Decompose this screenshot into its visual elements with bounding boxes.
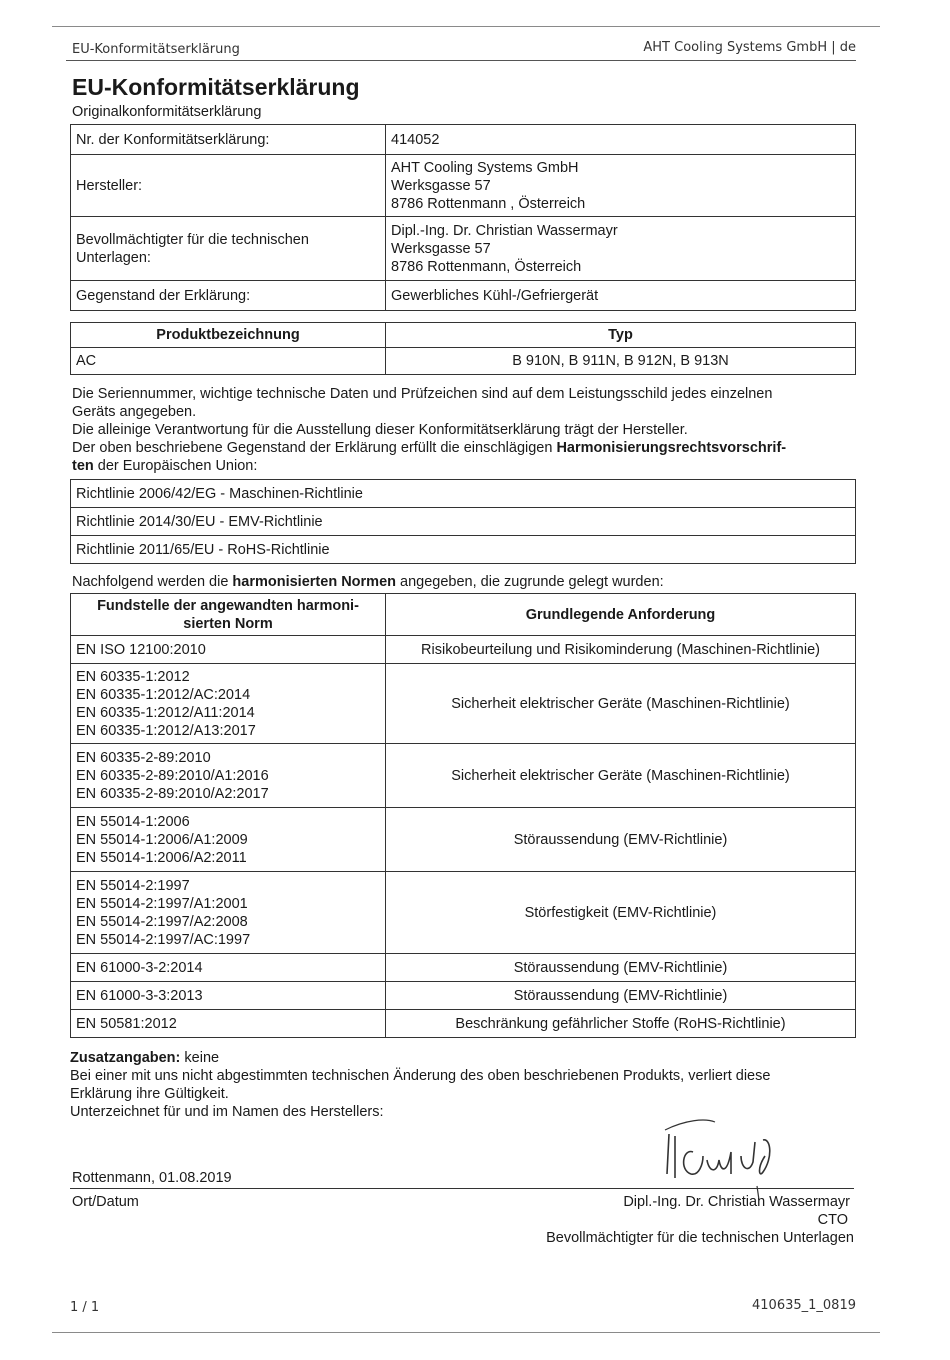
header-right: AHT Cooling Systems GmbH | de: [643, 40, 856, 55]
info-value: AHT Cooling Systems GmbH Werksgasse 57 8786 Rottenmann , Österreich: [386, 155, 856, 217]
info-row-manufacturer: [71, 155, 856, 217]
signatory-name: Dipl.-Ing. Dr. Christian Wassermayr: [623, 1194, 850, 1210]
info-row-number: [71, 125, 856, 155]
norms-table: [70, 593, 856, 1038]
signature-rule: [70, 1188, 854, 1189]
type-header: Typ: [386, 323, 856, 348]
norm-row: EN 60335-1:2012 EN 60335-1:2012/AC:2014 EN 60335-1:2012/A11:2014 EN 60335-1:2012/A13:2017 Sicherheit elektrischer Geräte (Maschinen-Richtlinie): [71, 664, 856, 744]
norms-intro: Nachfolgend werden die harmonisierten Normen angegeben, die zugrunde gelegt wurden:: [72, 574, 664, 590]
norm-row: EN 61000-3-3:2013 Störaussendung (EMV-Richtlinie): [71, 982, 856, 1010]
norm-row: EN ISO 12100:2010 Risikobeurteilung und Risikominderung (Maschinen-Richtlinie): [71, 636, 856, 664]
header-left: EU-Konformitätserklärung: [72, 42, 240, 57]
product-header-row: [71, 323, 856, 348]
top-rule: [52, 26, 880, 27]
info-label: Bevollmächtigter für die technischen Unterlagen:: [71, 217, 386, 281]
directive-row: Richtlinie 2006/42/EG - Maschinen-Richtlinie: [71, 480, 856, 508]
page-subtitle: Originalkonformitätserklärung: [72, 104, 262, 120]
info-row-authorized: [71, 217, 856, 281]
info-label: Nr. der Konformitätserklärung:: [71, 125, 386, 155]
product-row: [71, 348, 856, 375]
declaration-info-table: [70, 124, 856, 311]
directive-row: Richtlinie 2011/65/EU - RoHS-Richtlinie: [71, 536, 856, 564]
norm-row: EN 55014-2:1997 EN 55014-2:1997/A1:2001 EN 55014-2:1997/A2:2008 EN 55014-2:1997/AC:1997 Störfestigkeit (EMV-Richtlinie): [71, 872, 856, 954]
directives-table: [70, 479, 856, 564]
info-label: Hersteller:: [71, 155, 386, 217]
product-table: [70, 322, 856, 375]
product-name: AC: [71, 348, 386, 375]
norm-row: EN 61000-3-2:2014 Störaussendung (EMV-Richtlinie): [71, 954, 856, 982]
product-types: B 910N, B 911N, B 912N, B 913N: [386, 348, 856, 375]
product-header: Produktbezeichnung: [71, 323, 386, 348]
directive-row: Richtlinie 2014/30/EU - EMV-Richtlinie: [71, 508, 856, 536]
place-date-label: Ort/Datum: [72, 1194, 139, 1210]
header-rule: [66, 60, 856, 61]
page-number: 1 / 1: [70, 1300, 100, 1315]
signatory-role: CTO: [817, 1212, 848, 1228]
bottom-rule: [52, 1332, 880, 1333]
info-label: Gegenstand der Erklärung:: [71, 281, 386, 311]
norm-row: EN 60335-2-89:2010 EN 60335-2-89:2010/A1:2016 EN 60335-2-89:2010/A2:2017 Sicherheit elektrischer Geräte (Maschinen-Richtlinie): [71, 744, 856, 808]
declaration-paragraph: Die Seriennummer, wichtige technische Daten und Prüfzeichen sind auf dem Leistungsschild jedes einzelnen Geräts angegeben. Die alleinige Verantwortung für die Ausstellung dieser Konformitätserklärung trägt der Hersteller. Der oben beschriebene Gegenstand der Erklärung erfüllt die einschlägigen Harmonisierungsrechtsvorschrif- ten der Europäischen Union:: [72, 386, 787, 474]
requirement-header: Grundlegende Anforderung: [386, 594, 856, 636]
signatory-function: Bevollmächtigter für die technischen Unterlagen: [546, 1230, 854, 1246]
norms-header-row: [71, 594, 856, 636]
info-row-subject: [71, 281, 856, 311]
info-value: 414052: [386, 125, 856, 155]
norm-row: EN 55014-1:2006 EN 55014-1:2006/A1:2009 EN 55014-1:2006/A2:2011 Störaussendung (EMV-Richtlinie): [71, 808, 856, 872]
info-value: Dipl.-Ing. Dr. Christian Wassermayr Werksgasse 57 8786 Rottenmann, Österreich: [386, 217, 856, 281]
norm-row: EN 50581:2012 Beschränkung gefährlicher Stoffe (RoHS-Richtlinie): [71, 1010, 856, 1038]
page-title: EU-Konformitätserklärung: [72, 74, 360, 100]
document-number: 410635_1_0819: [752, 1298, 856, 1313]
info-value: Gewerbliches Kühl-/Gefriergerät: [386, 281, 856, 311]
norm-reference-header: Fundstelle der angewandten harmoni- sierten Norm: [71, 594, 386, 636]
additional-info: Zusatzangaben: keine Bei einer mit uns nicht abgestimmten technischen Änderung des oben beschriebenen Produkts, verliert diese Erklärung ihre Gültigkeit. Unterzeichnet für und im Namen des Herstellers:: [70, 1050, 771, 1120]
place-date: Rottenmann, 01.08.2019: [72, 1170, 232, 1186]
